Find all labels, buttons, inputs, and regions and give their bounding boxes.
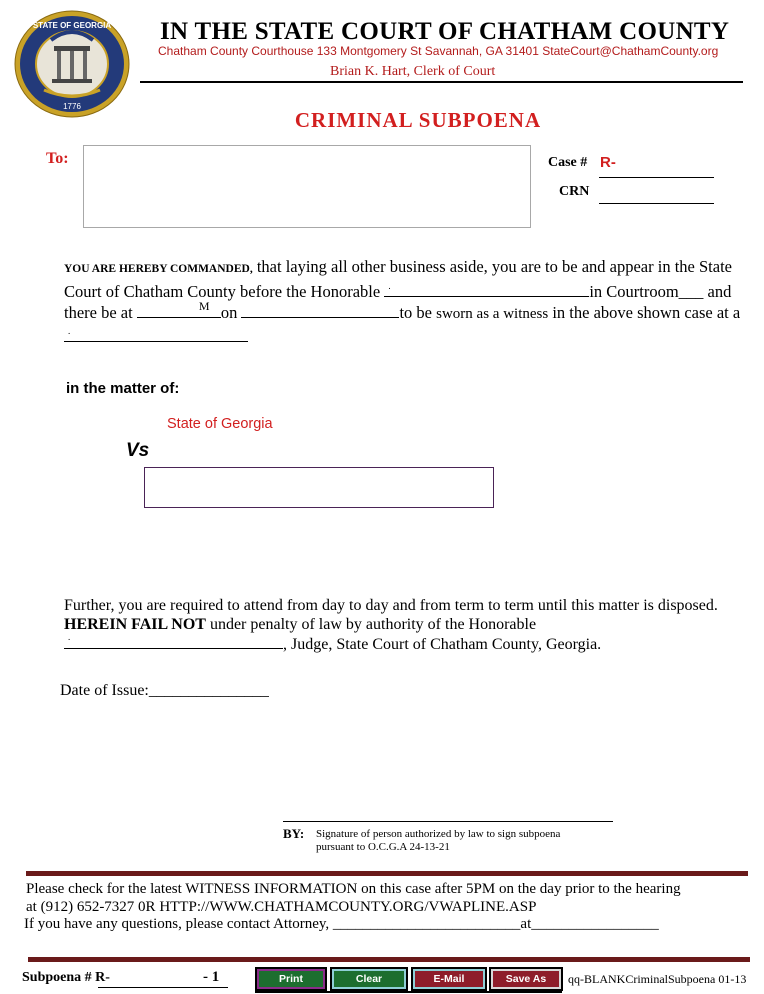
- location-field[interactable]: [64, 327, 248, 342]
- court-address: Chatham County Courthouse 133 Montgomery St Savannah, GA 31401 StateCourt@ChathamCounty.org: [158, 44, 719, 58]
- location-field-mark: .: [68, 325, 71, 336]
- clear-button-frame: [330, 967, 408, 991]
- signature-note: [316, 828, 560, 854]
- further-text: , Judge, State Court of Chatham County, Georgia.: [283, 636, 602, 653]
- crn-label: CRN: [559, 184, 590, 199]
- judge-field[interactable]: [384, 282, 589, 297]
- further-paragraph: [64, 597, 754, 655]
- matter-label: in the matter of:: [66, 380, 180, 397]
- georgia-seal-icon: [14, 10, 130, 118]
- notice-line: If you have any questions, please contact Attorney, _________________________at_________________: [24, 916, 659, 932]
- court-name: IN THE STATE COURT OF CHATHAM COUNTY: [160, 18, 730, 45]
- seal-state-text: STATE OF GEORGIA: [32, 21, 112, 30]
- plaintiff-name: State of Georgia: [167, 416, 273, 432]
- time-field[interactable]: [137, 299, 221, 318]
- signature-note-line: pursuant to O.C.G.A 24-13-21: [316, 841, 450, 853]
- command-text: in Courtroom___ and there be at: [64, 281, 732, 322]
- command-paragraph: [64, 256, 754, 347]
- subpoena-number-suffix: - 1: [203, 969, 220, 985]
- subpoena-number-label: Subpoena # R-: [22, 970, 110, 985]
- command-text: on: [220, 303, 242, 322]
- command-text: sworn as a witness: [436, 306, 549, 322]
- authority-judge-mark: .: [68, 632, 71, 642]
- form-code: qq-BLANKCriminalSubpoena 01-13: [568, 972, 747, 986]
- case-number-prefix: R-: [600, 154, 616, 171]
- email-button-frame: [411, 967, 487, 991]
- crn-field[interactable]: [599, 203, 714, 204]
- print-button-frame: [255, 967, 327, 991]
- recipient-field[interactable]: [83, 145, 531, 228]
- subpoena-number-field[interactable]: [98, 987, 228, 988]
- button-bar-underline: [255, 991, 562, 993]
- further-text: Further, you are required to attend from day to day and from term to term until this matter is disposed.: [64, 597, 718, 614]
- notice-line: Please check for the latest WITNESS INFORMATION on this case after 5PM on the day prior to the hearing: [26, 881, 681, 897]
- date-of-issue-field[interactable]: _______________: [148, 682, 269, 699]
- date-field[interactable]: [241, 303, 399, 318]
- defendant-field[interactable]: [144, 467, 494, 508]
- by-label: BY:: [283, 826, 305, 841]
- save-as-button[interactable]: Save As: [491, 969, 561, 989]
- email-button[interactable]: E-Mail: [413, 969, 485, 989]
- versus-label: Vs: [126, 440, 150, 461]
- print-button[interactable]: Print: [257, 969, 325, 989]
- command-caps: YOU ARE HEREBY COMMANDED,: [64, 263, 253, 275]
- date-of-issue: [60, 682, 269, 700]
- clear-button[interactable]: Clear: [332, 969, 406, 989]
- signature-line[interactable]: [283, 821, 613, 822]
- case-number-field[interactable]: [599, 177, 714, 178]
- recipient-label: To:: [46, 150, 69, 167]
- witness-notice: [26, 881, 756, 934]
- further-text: under penalty of law by authority of the Honorable: [205, 615, 537, 633]
- command-text: to be: [399, 303, 437, 322]
- seal-year: 1776: [63, 102, 81, 111]
- notice-bottom-bar: [28, 957, 750, 962]
- save-as-button-frame: [489, 967, 563, 991]
- case-number-label: Case #: [548, 155, 588, 170]
- herein-fail-not: HEREIN FAIL NOT: [64, 615, 206, 633]
- judge-field-mark: .: [388, 280, 391, 291]
- authority-judge-field[interactable]: [64, 634, 283, 649]
- command-text: that laying all other business aside, you are to be and appear in the State Court of Chatham County before the Honorable: [64, 257, 732, 301]
- notice-top-bar: [26, 871, 748, 876]
- notice-line: at (912) 652-7327 0R HTTP://WWW.CHATHAMCOUNTY.ORG/VWAPLINE.ASP: [26, 898, 537, 915]
- signature-note-line: Signature of person authorized by law to sign subpoena: [316, 828, 561, 840]
- command-text: in the above shown case at a: [548, 303, 741, 322]
- date-of-issue-label: Date of Issue:: [60, 682, 149, 699]
- header-divider: [140, 81, 743, 83]
- court-clerk: Brian K. Hart, Clerk of Court: [330, 64, 496, 79]
- document-title: CRIMINAL SUBPOENA: [294, 108, 542, 132]
- time-meridiem: M: [198, 299, 210, 313]
